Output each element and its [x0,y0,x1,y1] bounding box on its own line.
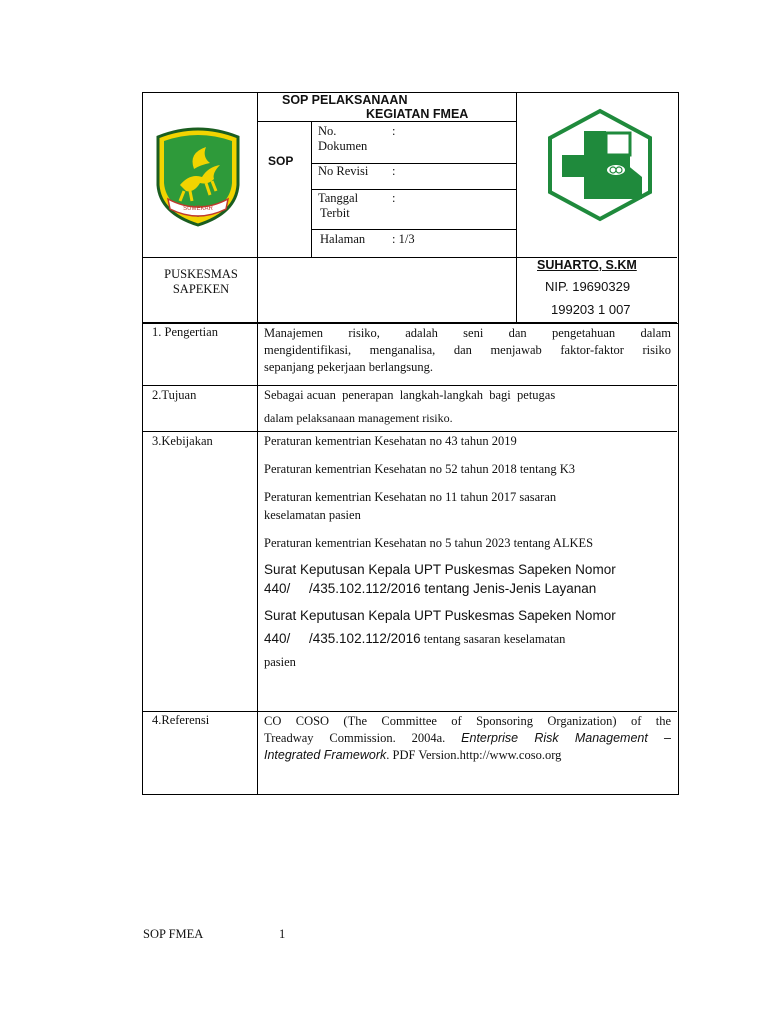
kebijakan-item5-line1: Surat Keputusan Kepala UPT Puskesmas Sapeken Nomor [264,562,616,577]
referensi-line1: CO COSO (The Committee of Sponsoring Organization) of the [264,714,671,728]
referensi-line2-text: Treadway Commission. 2004a. [264,731,462,745]
regency-shield-logo [150,123,246,227]
kebijakan-item6-line3: pasien [264,655,296,669]
section-content-pengertian [264,325,671,376]
row-divider-referensi [142,711,677,712]
referensi-title-part1: Enterprise Risk Management – [461,731,671,745]
tanggal-colon: : [392,191,396,205]
no-dokumen-line1: No. [318,124,337,138]
section-label-pengertian: 1. Pengertian [152,325,218,339]
kebijakan-item5-line2: 440/ /435.102.112/2016 tentang Jenis-Jenis Layanan [264,581,597,596]
section-label-kebijakan: 3.Kebijakan [152,434,213,448]
header-title-underline [257,121,516,122]
no-dokumen-line2: Dokumen [318,139,368,153]
puskesmas-logo [546,107,654,223]
tanggal-line1: Tanggal [318,191,359,205]
no-dokumen-colon: : [392,124,396,138]
tujuan-line2: dalam pelaksanaan management risiko. [264,411,453,425]
header-row-line-2 [311,189,516,190]
section-content-referensi [264,713,671,764]
org-line2: SAPEKEN [172,282,230,296]
header-divider-right [516,92,517,322]
signer-name: SUHARTO, S.KM [537,258,637,272]
tanggal-line2: Terbit [320,206,350,220]
kebijakan-item6-line2 [264,631,565,647]
signer-nip: NIP. 19690329 [545,279,631,294]
pengertian-line1: Manajemen risiko, adalah seni dan pengetahuan dalam [264,326,671,340]
no-revisi-colon: : [392,164,396,178]
tujuan-line1: Sebagai acuan penerapan langkah-langkah bagi petugas [264,388,556,402]
tanggal-terbit-label [318,191,358,221]
row-divider-pengertian [142,322,677,323]
section-label-tujuan: 2.Tujuan [152,388,197,402]
referensi-title-part2: Integrated Framework [264,748,387,762]
row-divider-tujuan [142,385,677,386]
header-row-line-3 [311,229,516,230]
referensi-line3 [264,747,671,764]
row-divider-kebijakan [142,431,677,432]
pengertian-line2: mengidentifikasi, menganalisa, dan menjawab faktor-faktor risiko [264,343,671,357]
shield-banner-text: SUMEKAR [183,206,213,212]
signer-nip-continued: 199203 1 007 [551,302,631,317]
halaman-value: : 1/3 [392,232,415,246]
doc-title-line2: KEGIATAN FMEA [366,107,469,121]
halaman-label: Halaman [320,232,366,246]
no-dokumen-label [318,124,367,154]
no-revisi-label: No Revisi [318,164,369,178]
kebijakan-item6-number: 440/ /435.102.112/2016 [264,631,421,646]
footer-page-number: 1 [279,927,286,941]
pengertian-line3: sepanjang pekerjaan berlangsung. [264,360,434,374]
kebijakan-item3-line1: Peraturan kementrian Kesehatan no 11 tahun 2017 sasaran [264,490,557,504]
doc-title-line1: SOP PELAKSANAAN [282,93,408,107]
referensi-line2 [264,730,671,747]
kebijakan-item3-line2: keselamatan pasien [264,508,361,522]
sop-label: SOP [268,154,294,168]
body-column-divider [257,322,258,794]
kebijakan-item2: Peraturan kementrian Kesehatan no 52 tahun 2018 tentang K3 [264,462,576,476]
section-label-referensi: 4.Referensi [152,713,210,727]
kebijakan-item6-subject: tentang sasaran keselamatan [420,632,566,646]
kebijakan-item1: Peraturan kementrian Kesehatan no 43 tahun 2019 [264,434,517,448]
kebijakan-item4: Peraturan kementrian Kesehatan no 5 tahun 2023 tentang ALKES [264,536,594,550]
kebijakan-item6-line1: Surat Keputusan Kepala UPT Puskesmas Sapeken Nomor [264,608,616,623]
footer-doc-name: SOP FMEA [143,927,204,941]
referensi-source: . PDF Version.http://www.coso.org [386,748,562,762]
org-line1: PUSKESMAS [164,267,238,281]
organization-name [145,267,257,297]
